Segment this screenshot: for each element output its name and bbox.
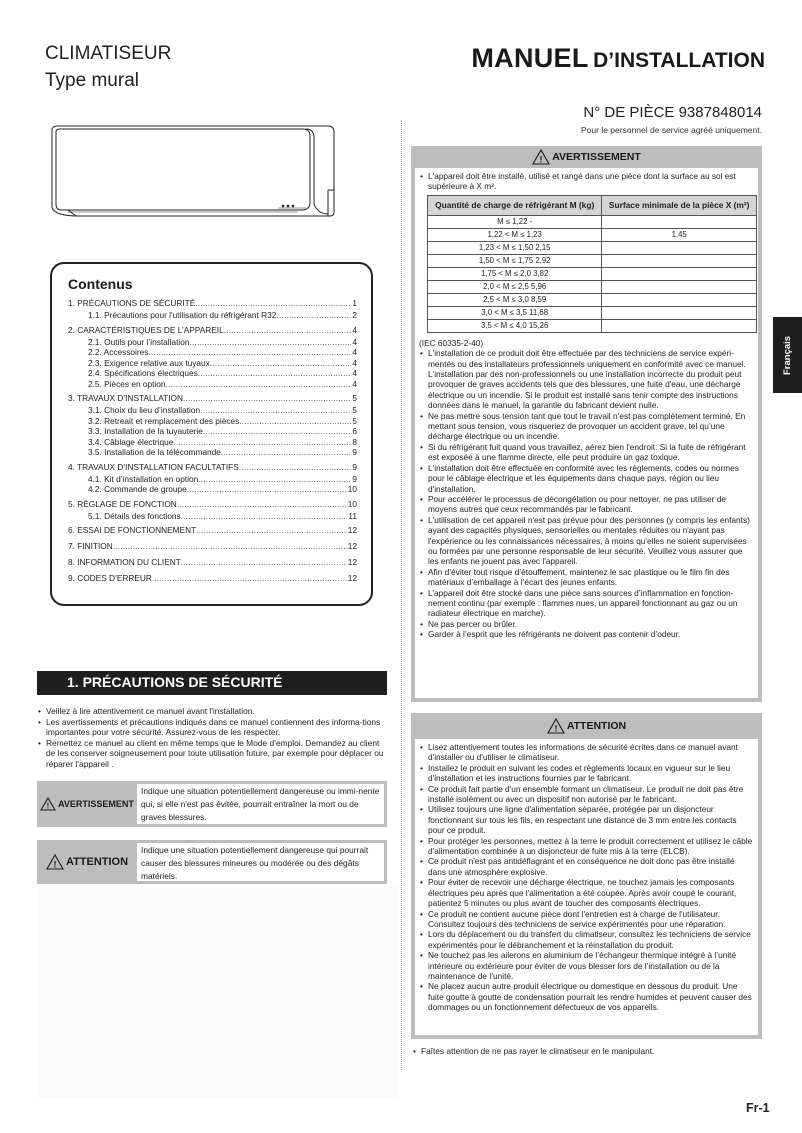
table-row <box>428 267 757 280</box>
toc-leader-dots <box>181 557 347 567</box>
bullet-item: • Ne pas mettre sous tension tant que tout le travail n’est pas complètement terminé. En mettant sous tension, vous risqueriez de provoquer un accident grave, tel qu’une décharge électrique ou un incendie. <box>419 411 754 442</box>
table-row <box>428 319 757 332</box>
table-row <box>428 254 757 267</box>
toc-entry-page: 4 <box>352 347 357 357</box>
toc-entry[interactable] <box>68 347 357 358</box>
toc-entry-label: 3.1. Choix du lieu d’installation <box>88 405 201 415</box>
toc-entry-label: 3.4. Câblage électrique <box>88 436 174 447</box>
language-tab-label: Français <box>782 335 794 375</box>
toc-leader-dots <box>195 298 351 308</box>
toc-entry[interactable] <box>68 557 357 569</box>
toc-entry-page: 12 <box>347 525 357 535</box>
toc-leader-dots <box>177 499 347 509</box>
warning-triangle-icon <box>40 797 56 811</box>
toc-title: Contenus <box>68 276 133 292</box>
toc-entry-page: 12 <box>347 557 357 567</box>
toc-leader-dots <box>224 325 352 335</box>
warning-panel <box>411 146 762 702</box>
toc-entry-page: 8 <box>352 436 357 447</box>
toc-entry-page: 9 <box>352 447 357 457</box>
air-conditioner-illustration <box>48 124 338 220</box>
bullet-item: • Ne pas percer ou brûler. <box>419 619 754 629</box>
toc-entry[interactable] <box>68 379 357 390</box>
toc-entry-page: 2 <box>352 310 357 320</box>
intro-bullet: • Les avertissements et précautions indiqués dans ce manuel contiennent des informa-tions importantes pour votre sécurité. Assurez-vous de les respecter. <box>37 717 387 738</box>
bullet-item: • Afin d’éviter tout risque d’étouffement, maintenez le sac plastique ou le film fin des matériaux d’emballage à l’écart des jeunes enfants. <box>419 567 754 588</box>
blank-area <box>37 886 397 1098</box>
toc-entry[interactable] <box>68 393 357 405</box>
toc-entry[interactable] <box>68 426 357 437</box>
toc-entry[interactable] <box>68 499 357 511</box>
safety-intro <box>37 706 387 770</box>
intro-bullet: • Remettez ce manuel au client en même temps que le Mode d’emploi. Demandez au client de les conserver soigneusement pour toute utilisation future, par exemple pour déplacer ou réparer l’appareil . <box>37 738 387 770</box>
bullet-item: • Ce produit fait partie d'un ensemble formant un climatiseur. Le produit ne doit pas être installé isolément ou avec un dispositif non autorisé par le fabricant. <box>419 784 754 805</box>
signal-warning-label <box>37 784 137 824</box>
table-row <box>428 241 757 254</box>
table-row <box>428 293 757 306</box>
table-row <box>428 228 757 241</box>
bullet-item: • Pour accélérer le processus de décongélation ou pour nettoyer, ne pas utiliser de moyens autres que ceux recommandés par le fabricant. <box>419 494 754 515</box>
toc-entry[interactable] <box>68 541 357 553</box>
toc-leader-dots <box>173 437 351 447</box>
toc-entry-page: 1 <box>352 298 357 308</box>
toc-leader-dots <box>221 447 352 457</box>
toc-leader-dots <box>196 525 347 535</box>
toc-entry-page: 4 <box>352 324 357 335</box>
toc-entry-page: 9 <box>352 473 357 484</box>
toc-entry-page: 5 <box>352 405 357 415</box>
toc-leader-dots <box>113 541 347 551</box>
toc-entry-label: 2. CARACTÉRISTIQUES DE L’APPAREIL <box>68 324 224 335</box>
table-cell: 2,0 < M ≤ 2,5 5,96 <box>428 280 602 293</box>
warning-triangle-icon <box>532 149 550 165</box>
toc-entry-page: 4 <box>352 336 357 347</box>
table-cell <box>602 319 757 332</box>
attention-panel-title: ATTENTION <box>566 720 627 732</box>
manual-title-main: MANUEL <box>471 43 589 73</box>
toc-entry-page: 4 <box>352 378 357 389</box>
table-header: Surface minimale de la pièce X (m²) <box>602 195 757 215</box>
column-divider <box>401 120 402 1070</box>
signal-warning-box <box>37 781 387 827</box>
toc-entry-label: 6. ESSAI DE FONCTIONNEMENT <box>68 525 197 535</box>
table-cell <box>602 280 757 293</box>
toc-entry-page: 10 <box>347 498 357 509</box>
toc-entry-label: 8. INFORMATION DU CLIENT <box>68 557 181 567</box>
table-header: Quantité de charge de réfrigérant M (kg) <box>428 195 602 215</box>
final-note: • Faîtes attention de ne pas rayer le climatiseur en le manipulant. <box>412 1046 802 1056</box>
toc-entry[interactable] <box>68 484 357 495</box>
toc-entry-page: 9 <box>352 461 357 472</box>
table-cell: 2,5 < M ≤ 3,0 8,59 <box>428 293 602 306</box>
product-subtitle: Type mural <box>45 70 139 91</box>
manual-title-rest: D’INSTALLATION <box>593 49 765 72</box>
attention-panel-header <box>415 713 758 739</box>
section-title-safety: 1. PRÉCAUTIONS DE SÉCURITÉ <box>37 671 387 695</box>
toc-entry[interactable] <box>68 337 357 348</box>
intro-bullet: • Veillez à lire attentivement ce manuel avant l'installation. <box>37 706 387 717</box>
bullet-item: • Utilisez toujours une ligne d'alimentation séparée, protégée par un disjoncteur fonctionnant sur tous les fils, en respectant une distance de 3 mm entre les contacts pour ce produit. <box>419 804 754 835</box>
toc-entry-label: 1. PRÉCAUTIONS DE SÉCURITÉ <box>68 298 196 308</box>
bullet-item: • Ne placez aucun autre produit électrique ou domestique en dessous du produit. Une fuite goutte à goutte de condensation pourrait les rendre humides et peuvent causer des dommages ou un fonctionnement défectueux de vos appareils. <box>419 981 754 1012</box>
toc-entry-label: 2.5. Pièces en option <box>88 378 166 389</box>
toc-entry-label: 2.4. Spécifications électriques <box>88 368 198 378</box>
service-note: Pour le personnel de service agréé uniquement. <box>581 125 762 135</box>
toc-entry-label: 5. RÉGLAGE DE FONCTION <box>68 498 177 509</box>
warning-panel-title: AVERTISSEMENT <box>552 151 641 163</box>
svg-text:!: ! <box>539 154 543 165</box>
bullet-item: • Si du réfrigérant fuit quand vous travaillez, aérez bien l'endroit. Si la fuite de réfrigérant est exposée à une flamme directe, elle peut produire un gaz toxique. <box>419 442 754 463</box>
table-cell: 1,50 < M ≤ 1,75 2,92 <box>428 254 602 267</box>
bullet-item: • L’appareil doit être stocké dans une pièce sans sources d’inflammation en fonction-nement continu (par exemple : flammes nues, un appareil fonctionnant au gaz ou un radiateur électrique en marche). <box>419 588 754 619</box>
product-title: CLIMATISEUR <box>45 43 172 64</box>
toc-leader-dots <box>189 337 351 347</box>
table-row <box>428 280 757 293</box>
bullet-item: • L'utilisation de cet appareil n'est pas prévue pour des personnes (y compris les enfants) ayant des capacités physiques, sensorielles ou mentales réduites ou n'ayant pas l'expérience ou les connaissances nécessaires, à moins qu'elles ne soient supervisées ou formées par une personne responsable de leur sécurité. Veuillez vous assurer que les enfants ne jouent pas avec l'appareil. <box>419 515 754 567</box>
table-cell: 3,5 < M ≤ 4,0 15,26 <box>428 319 602 332</box>
bullet-item: • Ce produit ne contient aucune pièce dont l'entretien est à charge de l'utilisateur. Consultez toujours des techniciens de service expérimentés pour une réparation. <box>419 909 754 930</box>
toc-leader-dots <box>187 484 347 494</box>
signal-warning-description: Indique une situation potentiellement dangereuse ou immi-nente qui, si elle n'est pas évitée, pourrait entraîner la mort ou de graves blessures. <box>137 784 384 824</box>
warning-bullets <box>419 348 754 639</box>
attention-panel <box>411 713 762 1039</box>
table-cell: M ≤ 1,22 - <box>428 215 602 228</box>
table-cell <box>602 241 757 254</box>
toc-entry-label: 3.3. Installation de la tuyauterie <box>88 426 203 436</box>
table-row <box>428 215 757 228</box>
toc-leader-dots <box>148 347 351 357</box>
bullet-item: • Pour protéger les personnes, mettez à la terre le produit correctement et utilisez le câble d'alimentation combinée à un disjoncteur de fuite mis à la terre (ELCB). <box>419 836 754 857</box>
toc-entry-label: 1.1. Précautions pour l'utilisation du réfrigérant R32 <box>88 310 277 320</box>
table-cell: 1,45 <box>602 228 757 241</box>
table-cell <box>602 254 757 267</box>
warning-triangle-icon <box>547 718 565 734</box>
warning-intro: • L'appareil doit être installé, utilisé et rangé dans une pièce dont la surface au sol est supérieure à X m². <box>419 171 754 192</box>
bullet-item: • Garder à l’esprit que les réfrigérants ne doivent pas contenir d’odeur. <box>419 629 754 639</box>
toc-entry-page: 6 <box>352 426 357 436</box>
toc-entry[interactable] <box>68 474 357 485</box>
toc-entry-label: 9. CODES D’ERREUR <box>68 573 152 583</box>
bullet-item: • Lors du déplacement ou du transfert du climatiseur, consultez les techniciens de service expérimentés pour le débranchement et la réinstallation du produit. <box>419 929 754 950</box>
toc-entry-label: 4.2. Commande de groupe <box>88 484 187 494</box>
toc-entry[interactable] <box>68 405 357 416</box>
toc-entry-page: 12 <box>347 541 357 551</box>
toc-entry[interactable] <box>68 462 357 474</box>
toc-leader-dots <box>239 462 352 472</box>
bullet-item: • L'installation de ce produit doit être effectuée par des techniciens de service expéri-mentés ou des installateurs professionnels uniquement en conformité avec ce manuel. L'installation par des non-professionnels ou une installation incorrecte du produit peut provoquer de graves accidents tels que des blessures, une fuite d'eau, une décharge électrique ou un incendie. Si le produit est installé sans tenir compte des instructions données dans le manuel, la garantie du fabricant devient nulle. <box>419 348 754 410</box>
toc-entry-label: 3. TRAVAUX D’INSTALLATION <box>68 393 183 403</box>
warning-panel-header <box>415 146 758 168</box>
warning-panel-body <box>415 168 758 698</box>
language-tab <box>773 317 802 393</box>
toc-entry[interactable] <box>68 447 357 458</box>
table-cell: 1,22 < M ≤ 1,23 <box>428 228 602 241</box>
toc-entry-label: 3.5. Installation de la télécommande <box>88 447 221 457</box>
toc-entry[interactable] <box>68 298 357 310</box>
table-cell <box>602 267 757 280</box>
toc-entry-page: 5 <box>352 415 357 426</box>
toc-leader-dots <box>166 379 352 389</box>
table-of-contents <box>50 262 373 606</box>
toc-leader-dots <box>239 416 351 426</box>
table-cell <box>602 293 757 306</box>
bullet-item: • Pour éviter de recevoir une décharge électrique, ne touchez jamais les composants électriques peu après que l'alimentation a été coupée. Après avoir coupé le courant, patientez 5 minutes ou plus avant de toucher des composants électriques. <box>419 877 754 908</box>
toc-entry[interactable] <box>68 416 357 427</box>
warning-triangle-icon <box>46 854 64 870</box>
bullet-item: • Ce produit n'est pas antidéflagrant et en conséquence ne doit donc pas être installé dans une atmosphère explosive. <box>419 856 754 877</box>
signal-caution-description: Indique une situation potentiellement dangereuse qui pourrait causer des blessures mineures ou modérée ou des dégâts matériels. <box>137 843 384 881</box>
svg-text:!: ! <box>53 859 57 870</box>
toc-entry-label: 4.1. Kit d’installation en option <box>88 473 199 484</box>
standard-reference: (IEC 60335-2-40) <box>419 337 484 348</box>
toc-entry-label: 2.3. Exigence relative aux tuyaux <box>88 357 210 368</box>
toc-entry-label: 3.2. Retreait et remplacement des pièces <box>88 415 240 426</box>
attention-bullets <box>419 742 754 1013</box>
bullet-item: • Ne touchez pas les ailerons en aluminium de l’échangeur thermique intégré à l’unité intérieure ou extérieure pour éviter de vous blesser lors de l’installation ou de la maintenance de l’unité. <box>419 950 754 981</box>
toc-entry-page: 10 <box>347 484 357 494</box>
toc-leader-dots <box>210 358 352 368</box>
signal-caution-box <box>37 840 387 884</box>
toc-entry-page: 4 <box>352 368 357 378</box>
toc-entry[interactable] <box>68 358 357 369</box>
toc-entry-page: 11 <box>348 510 357 521</box>
refrigerant-charge-table <box>427 195 757 333</box>
toc-leader-dots <box>200 405 351 415</box>
toc-entry[interactable] <box>68 368 357 379</box>
bullet-item: • Lisez attentivement toutes les informations de sécurité écrites dans ce manuel avant d'installer ou d'utiliser le climatiseur. <box>419 742 754 763</box>
table-cell <box>602 215 757 228</box>
table-cell: 1,23 < M ≤ 1,50 2,15 <box>428 241 602 254</box>
toc-entry[interactable] <box>68 437 357 448</box>
toc-entry[interactable] <box>68 573 357 585</box>
signal-label-text: AVERTISSEMENT <box>58 799 134 809</box>
bullet-item: • L'installation doit être effectuée en conformité avec les règlements, codes ou normes pour le câblage électrique et les équipements dans chaque pays, région ou lieu d'installation. <box>419 463 754 494</box>
toc-leader-dots <box>198 474 351 484</box>
table-cell <box>602 306 757 319</box>
toc-entry-label: 4. TRAVAUX D’INSTALLATION FACULTATIFS <box>68 461 239 472</box>
table-cell: 1,75 < M ≤ 2,0 3,82 <box>428 267 602 280</box>
manual-title <box>471 43 765 74</box>
svg-text:!: ! <box>554 723 558 734</box>
toc-leader-dots <box>203 426 352 436</box>
toc-entry[interactable] <box>68 525 357 537</box>
table-row <box>428 306 757 319</box>
toc-entry-page: 4 <box>352 357 357 368</box>
toc-leader-dots <box>183 393 351 403</box>
part-number: N° DE PIÈCE 9387848014 <box>583 104 762 121</box>
toc-leader-dots <box>198 368 352 378</box>
table-cell: 3,0 < M ≤ 3,5 11,68 <box>428 306 602 319</box>
toc-entry[interactable] <box>68 310 357 321</box>
toc-leader-dots <box>181 511 348 521</box>
toc-entry-label: 7. FINITION <box>68 541 113 551</box>
toc-list <box>68 298 357 585</box>
toc-entry[interactable] <box>68 511 357 522</box>
bullet-item: • Installez le produit en suivant les codes et règlements locaux en vigueur sur le lieu d'installation et les instructions fournies par le fabricant. <box>419 763 754 784</box>
toc-leader-dots <box>276 310 351 320</box>
signal-caution-label <box>37 843 137 881</box>
toc-entry[interactable] <box>68 325 357 337</box>
signal-label-text: ATTENTION <box>65 856 129 868</box>
toc-entry-label: 2.2. Accessoires <box>88 347 149 357</box>
toc-entry-label: 5.1. Détails des fonctions <box>88 510 181 521</box>
toc-leader-dots <box>152 573 347 583</box>
toc-entry-label: 2.1. Outils pour l’installation <box>88 336 190 347</box>
toc-entry-page: 12 <box>347 573 357 583</box>
attention-panel-body <box>415 739 758 1035</box>
page-number: Fr-1 <box>746 1101 770 1115</box>
svg-text:!: ! <box>46 801 50 811</box>
toc-entry-page: 5 <box>352 393 357 403</box>
